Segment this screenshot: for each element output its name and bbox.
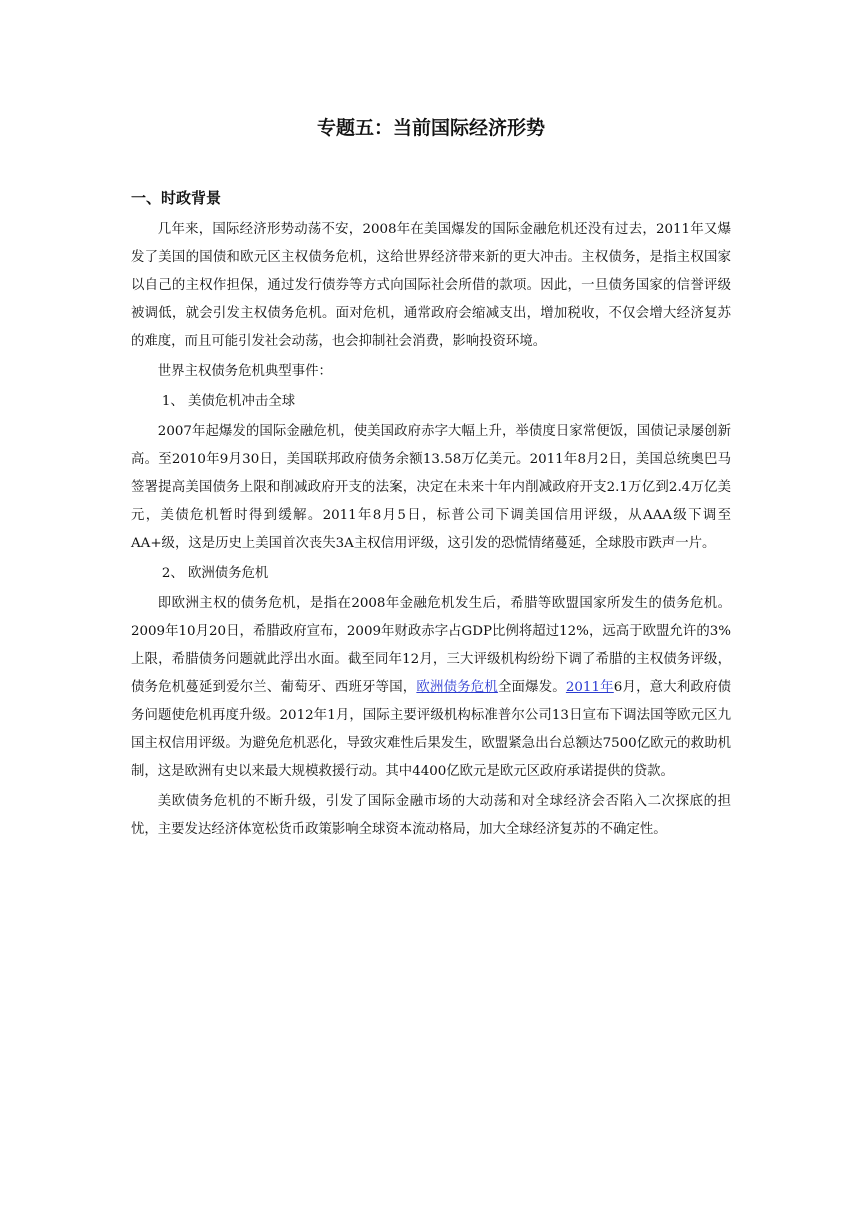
document-title: 专题五：当前国际经济形势: [316, 117, 545, 139]
subheading-eu-debt-crisis: 2、 欧洲债务危机: [161, 566, 269, 581]
paragraph-events-intro: 世界主权债务危机典型事件：: [157, 364, 332, 379]
paragraph-us-debt-crisis: 2007年起爆发的国际金融危机，使美国政府赤字大幅上升，举债度日家常便饭，国债记录屡创新高。至2010年9月30日，美国联邦政府债务余额13.58万亿美元。2011年8月2日，美国总统奥巴马签署提高美国债务上限和削减政府开支的法案，决定在未来十年内削减政府开支2.1万亿到2.4万亿美元，美债危机暂时得到缓解。2011年8月5日，标普公司下调美国信用评级，从AAA级下调至AA+级，这是历史上美国首次丧失3A主权信用评级，这引发的恐慌情绪蔓延，全球股市跌声一片。: [131, 424, 731, 551]
subheading-us-debt-crisis: 1、 美债危机冲击全球: [161, 394, 296, 409]
eu-crisis-text-part2: 全面爆发。: [497, 680, 566, 695]
eu-crisis-text-part1: 即欧洲主权的债务危机，是指在2008年金融危机发生后，希腊等欧盟国家所发生的债务危机。2009年10月20日，希腊政府宣布，2009年财政赤字占GDP比例将超过12%，远高于欧盟允许的3%上限，希腊债务问题就此浮出水面。截至同年12月，三大评级机构纷纷下调了希腊的主权债务评级，债务危机蔓延到爱尔兰、葡萄牙、西班牙等国，: [131, 596, 731, 695]
paragraph-intro: 几年来，国际经济形势动荡不安，2008年在美国爆发的国际金融危机还没有过去，2011年又爆发了美国的国债和欧元区主权债务危机，这给世界经济带来新的更大冲击。主权债务，是指主权国家以自己的主权作担保，通过发行债券等方式向国际社会所借的款项。因此，一旦债务国家的信誉评级被调低，就会引发主权债务危机。面对危机，通常政府会缩减支出，增加税收，不仅会增大经济复苏的难度，而且可能引发社会动荡，也会抑制社会消费，影响投资环境。: [131, 222, 731, 349]
link-year-2011[interactable]: 2011年: [565, 680, 614, 695]
paragraph-eu-debt-crisis: [131, 590, 731, 786]
link-eu-debt-crisis[interactable]: 欧洲债务危机: [416, 680, 498, 695]
section-heading-background: 一、时政背景: [131, 189, 222, 207]
paragraph-conclusion: 美欧债务危机的不断升级，引发了国际金融市场的大动荡和对全球经济会否陷入二次探底的担忧，主要发达经济体宽松货币政策影响全球资本流动格局，加大全球经济复苏的不确定性。: [131, 794, 731, 837]
document-body: [131, 216, 731, 844]
eu-crisis-text-part3: 6月，意大利政府债务问题使危机再度升级。2012年1月，国际主要评级机构标准普尔公司13日宣布下调法国等欧元区九国主权信用评级。为避免危机恶化，导致灾难性后果发生，欧盟紧急出台总额达7500亿欧元的救助机制，这是欧洲有史以来最大规模救援行动。其中4400亿欧元是欧元区政府承诺提供的贷款。: [131, 680, 732, 779]
